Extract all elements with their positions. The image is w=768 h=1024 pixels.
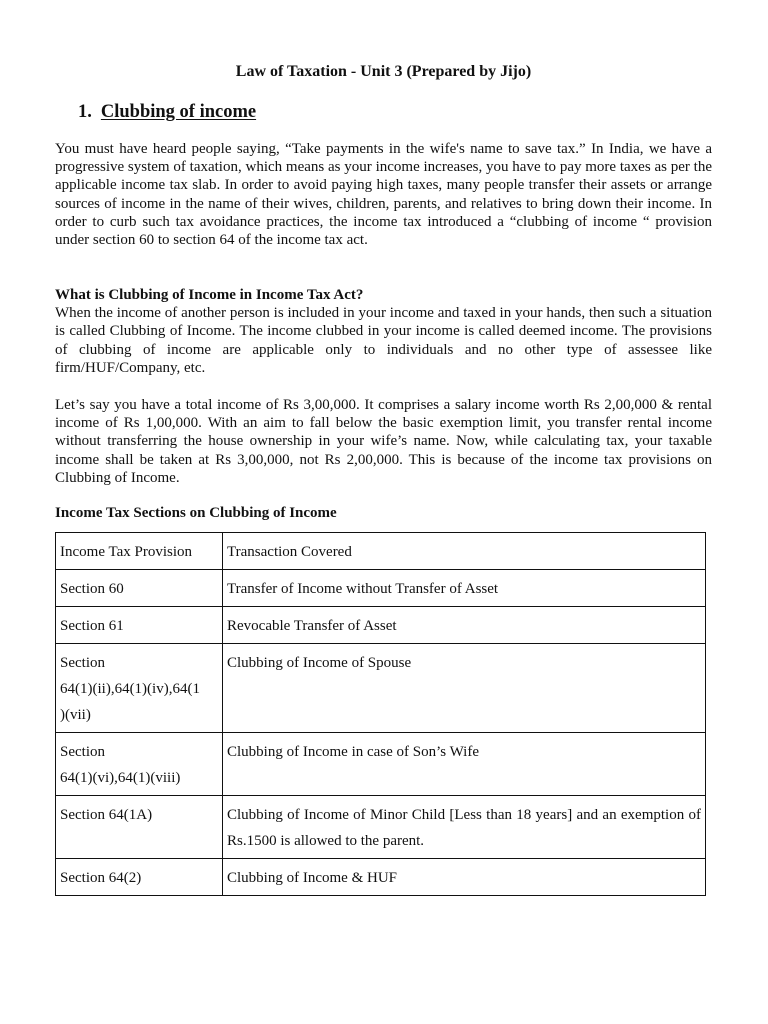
provision-line: Section xyxy=(60,655,105,671)
table-row xyxy=(56,644,706,733)
provision-line: Section 61 xyxy=(60,618,124,634)
transaction-cell: Clubbing of Income in case of Son’s Wife xyxy=(223,733,706,796)
provision-line: 64(1)(vi),64(1)(viii) xyxy=(60,770,181,786)
transaction-cell: Clubbing of Income of Spouse xyxy=(223,644,706,733)
table-row xyxy=(56,733,706,796)
section-heading xyxy=(78,99,256,125)
provision-line: Section xyxy=(60,744,105,760)
transaction-cell: Transfer of Income without Transfer of Asset xyxy=(223,570,706,607)
question-heading: What is Clubbing of Income in Income Tax Act? xyxy=(55,287,364,303)
clubbing-sections-table xyxy=(55,532,706,896)
transaction-cell: Revocable Transfer of Asset xyxy=(223,607,706,644)
header-provision: Income Tax Provision xyxy=(56,533,223,570)
provision-line: )(vii) xyxy=(60,707,91,723)
provision-line: Section 60 xyxy=(60,581,124,597)
table-row xyxy=(56,570,706,607)
table-row xyxy=(56,607,706,644)
provision-cell xyxy=(56,570,223,607)
header-transaction: Transaction Covered xyxy=(223,533,706,570)
section-number: 1. xyxy=(78,102,92,122)
table-row xyxy=(56,859,706,896)
section-title: Clubbing of income xyxy=(100,102,257,122)
transaction-cell: Clubbing of Income & HUF xyxy=(223,859,706,896)
document-title: Law of Taxation - Unit 3 (Prepared by Jijo) xyxy=(235,63,532,80)
provision-line: 64(1)(ii),64(1)(iv),64(1 xyxy=(60,681,200,697)
table-header-row xyxy=(56,533,706,570)
table-row xyxy=(56,796,706,859)
definition-block xyxy=(55,286,712,377)
example-paragraph: Let’s say you have a total income of Rs 3,00,000. It comprises a salary income worth Rs 2,00,000 & rental income of Rs 1,00,000. With an aim to fall below the basic exemption limit, you transfer rental income without transferring the house ownership in your wife’s name. Now, while calculating tax, your taxable income shall be taken at Rs 3,00,000, not Rs 2,00,000. This is because of the income tax provisions on Clubbing of Income. xyxy=(55,397,712,486)
provision-cell xyxy=(56,859,223,896)
provision-cell xyxy=(56,644,223,733)
definition-paragraph: When the income of another person is included in your income and taxed in your hands, then such a situation is called Clubbing of Income. The income clubbed in your income is called deemed income. The provisions of clubbing of income are applicable only to individuals and no other type of assessee like firm/HUF/Company, etc. xyxy=(55,305,712,376)
intro-paragraph: You must have heard people saying, “Take payments in the wife's name to save tax.” In India, we have a progressive system of taxation, which means as your income increases, you have to pay more taxes as per the applicable income tax slab. In order to avoid paying high taxes, many people transfer their assets or arrange sources of income in the name of their wives, children, parents, and relatives to bring down their income. In order to curb such tax avoidance practices, the income tax introduced a “clubbing of income “ provision under section 60 to section 64 of the income tax act. xyxy=(55,141,712,249)
provision-line: Section 64(2) xyxy=(60,870,142,886)
transaction-cell: Clubbing of Income of Minor Child [Less than 18 years] and an exemption of Rs.1500 is allowed to the parent. xyxy=(223,796,706,859)
table-heading: Income Tax Sections on Clubbing of Income xyxy=(55,505,337,521)
provision-line: Section 64(1A) xyxy=(60,807,153,823)
provision-cell xyxy=(56,733,223,796)
provision-cell xyxy=(56,607,223,644)
provision-cell xyxy=(56,796,223,859)
